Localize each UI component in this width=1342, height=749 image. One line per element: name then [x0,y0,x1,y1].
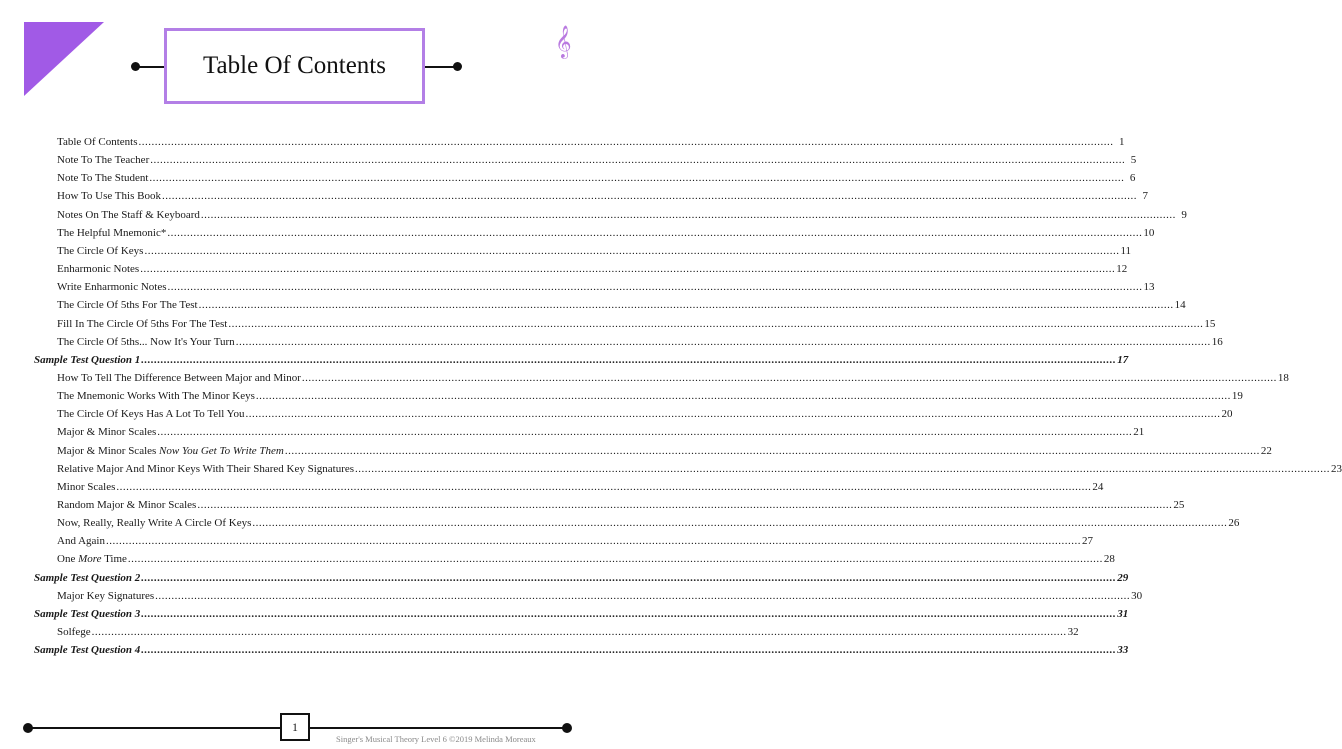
toc-entry-row[interactable] [57,317,1216,331]
toc-title [57,136,138,149]
toc-leader-dots: ............................................................................................................................................................................................................................................................................................................ [161,190,1137,203]
toc-title-text: The Circle Of 5ths For The Test [57,299,198,312]
toc-leader-dots: ............................................................................................................................................................................................................................................................................................................ [301,371,1277,384]
toc-page-number: 12 [1116,263,1128,276]
toc-page-number: 19 [1231,390,1243,403]
toc-title-italic: Now You Get To Write Them [159,444,284,457]
toc-title-text: Major Key Signatures [57,589,155,602]
toc-title-suffix: Time [104,553,127,566]
toc-entry-row[interactable] [57,425,1145,439]
toc-leader-dots: ............................................................................................................................................................................................................................................................................................................ [167,226,1143,239]
toc-leader-dots: ............................................................................................................................................................................................................................................................................................................ [284,444,1260,457]
toc-leader-dots: ............................................................................................................................................................................................................................................................................................................ [255,390,1231,403]
toc-leader-dots: ............................................................................................................................................................................................................................................................................................................ [138,136,1114,148]
toc-title [34,354,140,367]
toc-title [57,445,284,458]
toc-title-text: Write Enharmonic Notes [57,281,167,294]
toc-entry-row[interactable] [57,244,1132,258]
toc-leader-dots: ............................................................................................................................................................................................................................................................................................................ [149,172,1125,185]
toc-title [57,535,105,548]
toc-title [57,626,91,639]
page-title-box [164,28,425,104]
toc-title [34,644,140,657]
toc-title [57,154,149,167]
toc-entry-row[interactable] [57,298,1186,312]
toc-title [57,190,161,203]
toc-leader-dots: ............................................................................................................................................................................................................................................................................................................ [197,499,1173,511]
toc-leader-dots: ............................................................................................................................................................................................................................................................................................................ [141,607,1117,620]
toc-page-number: 6 [1129,172,1136,185]
toc-title [57,481,115,494]
toc-leader-dots: ............................................................................................................................................................................................................................................................................................................ [105,535,1081,548]
toc-leader-dots: ............................................................................................................................................................................................................................................................................................................ [200,208,1176,221]
toc-entry-row[interactable] [57,135,1125,149]
toc-title-text: Sample Test Question 2 [34,571,141,584]
toc-entry-row[interactable] [57,552,1115,566]
toc-title-text: Random Major & Minor Scales [57,499,197,511]
toc-entry-row[interactable] [57,625,1079,639]
toc-title-text: Sample Test Question 1 [34,353,141,366]
toc-leader-dots: ............................................................................................................................................................................................................................................................................................................ [167,281,1143,294]
toc-title-text: Table Of Contents [57,136,138,148]
title-rule-left [135,66,165,68]
toc-leader-dots: ............................................................................................................................................................................................................................................................................................................ [141,353,1117,366]
toc-entry-row[interactable] [57,335,1223,349]
toc-leader-dots: ............................................................................................................................................................................................................................................................................................................ [116,480,1092,493]
toc-page-number: 20 [1221,408,1233,421]
toc-title [57,463,354,476]
toc-title [57,245,143,258]
toc-title-text: The Circle Of Keys Has A Lot To Tell You [57,408,245,421]
toc-leader-dots: ............................................................................................................................................................................................................................................................................................................ [141,644,1117,657]
toc-page-number: 7 [1142,190,1148,203]
toc-title-text: Enharmonic Notes [57,263,140,276]
toc-entry-row[interactable] [57,189,1148,203]
toc-title-italic: More [78,553,102,566]
toc-title-text: Solfege [57,626,91,639]
toc-title-text: Sample Test Question 3 [34,607,141,620]
toc-page-number: 32 [1067,626,1079,639]
toc-entry-row[interactable] [57,371,1289,385]
toc-title-text: How To Use This Book [57,190,161,203]
toc-title [57,172,148,185]
toc-title [57,318,227,331]
toc-page-number: 13 [1143,281,1155,294]
toc-leader-dots: ............................................................................................................................................................................................................................................................................................................ [157,426,1133,439]
toc-title-text: The Circle Of 5ths... Now It's Your Turn [57,335,235,348]
toc-title [57,408,245,421]
toc-page-number: 14 [1174,299,1186,312]
footer-rule-right-dot [562,723,572,733]
toc-title [34,608,140,621]
toc-page-number: 16 [1211,335,1223,348]
treble-clef-icon: 𝄞 [555,25,572,58]
toc-leader-dots: ............................................................................................................................................................................................................................................................................................................ [140,263,1116,276]
toc-entry-row[interactable] [57,498,1185,512]
toc-page-number: 23 [1331,462,1342,475]
toc-page-number: 17 [1117,353,1129,366]
toc-title-text: Note To The Student [57,172,149,185]
toc-title-text: One [57,553,76,566]
toc-entry-row[interactable] [57,208,1187,222]
footer-rule-right [309,727,566,729]
toc-leader-dots: ............................................................................................................................................................................................................................................................................................................ [91,626,1067,639]
toc-page-number: 30 [1131,589,1143,602]
toc-leader-dots: ............................................................................................................................................................................................................................................................................................................ [127,553,1103,566]
toc-page-number: 1 [1119,136,1125,148]
toc-page-number: 33 [1117,644,1129,657]
toc-title-text: Now, Really, Really Write A Circle Of Keys [57,517,252,530]
toc-entry-row[interactable] [57,589,1143,603]
toc-leader-dots: ............................................................................................................................................................................................................................................................................................................ [228,317,1204,330]
toc-leader-dots: ............................................................................................................................................................................................................................................................................................................ [141,571,1117,584]
toc-entry-row[interactable] [57,280,1155,294]
toc-entry-row[interactable] [57,534,1093,548]
toc-title [57,517,251,530]
toc-title [57,227,166,240]
toc-leader-dots: ............................................................................................................................................................................................................................................................................................................ [355,462,1331,475]
toc-entry-row[interactable] [57,407,1233,421]
toc-entry-row[interactable] [57,389,1243,403]
toc-leader-dots: ............................................................................................................................................................................................................................................................................................................ [144,244,1120,257]
toc-title-text: How To Tell The Difference Between Major and Minor [57,371,301,384]
toc-title-text: Minor Scales [57,480,116,493]
toc-title [57,281,167,294]
toc-page-number: 10 [1143,226,1155,239]
corner-triangle-decoration [24,22,104,96]
toc-title [34,572,140,585]
toc-title [57,263,139,276]
page-number-box [280,713,310,741]
toc-title [57,390,255,403]
toc-title [57,590,154,603]
toc-entry-row[interactable] [57,462,1342,476]
toc-section-row[interactable] [34,571,1129,585]
toc-title-text: Major & Minor Scales [57,444,157,457]
toc-page-number: 24 [1092,480,1104,493]
toc-title-text: The Helpful Mnemonic* [57,226,167,239]
toc-entry-row[interactable] [57,444,1272,458]
toc-leader-dots: ............................................................................................................................................................................................................................................................................................................ [198,299,1174,312]
toc-page-number: 9 [1181,208,1187,221]
toc-title [57,372,301,385]
toc-entry-row[interactable] [57,516,1240,530]
toc-page-number: 31 [1117,607,1129,620]
toc-page-number: 11 [1120,244,1132,257]
toc-title [57,209,200,222]
title-rule-right-dot [453,62,462,71]
toc-page-number: 25 [1173,499,1185,511]
toc-title-text: And Again [57,535,105,548]
toc-title-text: Fill In The Circle Of 5ths For The Test [57,317,228,330]
page-title: Table Of Contents [203,52,386,79]
toc-entry-row[interactable] [57,262,1128,276]
toc-page-number: 5 [1130,154,1137,167]
toc-title-text: The Circle Of Keys [57,244,144,257]
footer-rule-left [27,727,281,729]
toc-section-row[interactable] [34,607,1129,621]
toc-entry-row[interactable] [57,171,1136,185]
copyright-notice: Singer's Musical Theory Level 6 ©2019 Melinda Moreaux [336,734,536,744]
toc-title-text: Major & Minor Scales [57,426,157,439]
toc-title [57,553,127,566]
toc-leader-dots: ............................................................................................................................................................................................................................................................................................................ [235,335,1211,348]
toc-section-row[interactable] [34,643,1129,657]
toc-title [57,336,235,349]
toc-entry-row[interactable] [57,480,1104,494]
toc-section-row[interactable] [34,353,1129,367]
toc-page-number: 28 [1103,553,1115,566]
toc-leader-dots: ............................................................................................................................................................................................................................................................................................................ [155,589,1131,602]
toc-title-text: The Mnemonic Works With The Minor Keys [57,390,255,403]
toc-title [57,299,198,312]
toc-title [57,499,196,512]
toc-leader-dots: ............................................................................................................................................................................................................................................................................................................ [252,517,1228,530]
toc-page-number: 27 [1081,535,1093,548]
toc-title-text: Note To The Teacher [57,154,150,167]
toc-leader-dots: ............................................................................................................................................................................................................................................................................................................ [245,408,1221,421]
toc-page-number: 15 [1204,317,1216,330]
toc-page-number: 26 [1228,517,1240,530]
toc-entry-row[interactable] [57,153,1137,167]
toc-page-number: 22 [1260,444,1272,457]
toc-page-number: 18 [1277,371,1289,384]
toc-page-number: 29 [1117,571,1129,584]
toc-title [57,426,156,439]
toc-leader-dots: ............................................................................................................................................................................................................................................................................................................ [150,154,1126,167]
page-number: 1 [292,719,298,734]
toc-title-text: Notes On The Staff & Keyboard [57,208,200,221]
toc-entry-row[interactable] [57,226,1155,240]
toc-title-text: Sample Test Question 4 [34,644,141,657]
toc-title-text: Relative Major And Minor Keys With Their Shared Key Signatures [57,462,355,475]
toc-page-number: 21 [1133,426,1145,439]
